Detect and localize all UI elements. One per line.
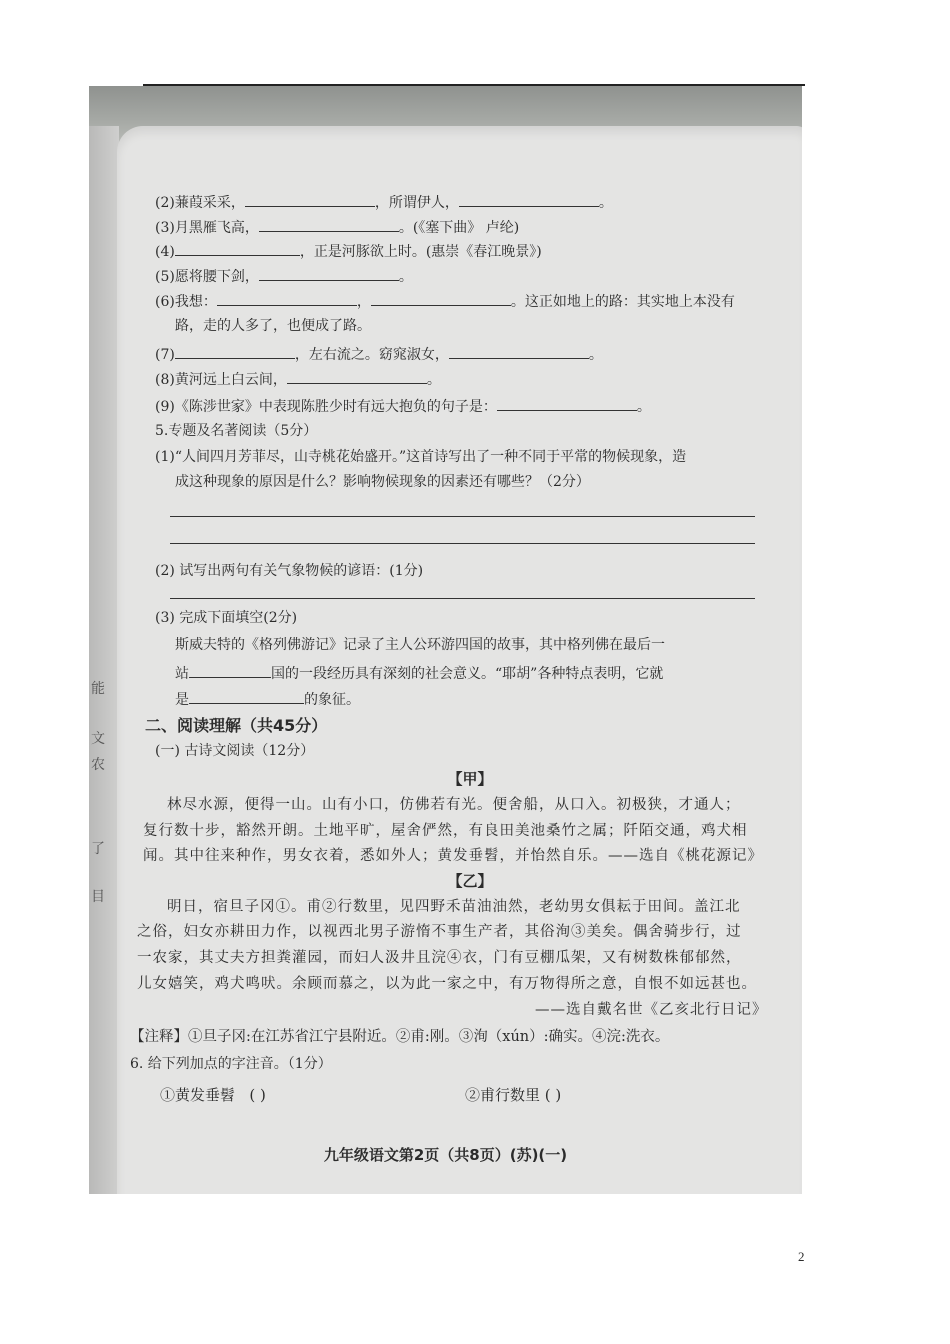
- q5-part1-line1: (1)“人间四月芳菲尽，山寺桃花始盛开。”这首诗写出了一种不同于平常的物候现象，造: [155, 449, 687, 465]
- q4-item-8: (8)黄河远上白云间， 。: [155, 372, 441, 388]
- q4-item-3: (3)月黑雁飞高， 。(《塞下曲》 卢纶): [155, 220, 520, 236]
- page-number: 2: [798, 1249, 805, 1264]
- q4-item-9: (9)《陈涉世家》中表现陈胜少时有远大抱负的句子是： 。: [155, 399, 651, 415]
- answer-blank[interactable]: [175, 346, 295, 359]
- answer-blank[interactable]: [259, 268, 399, 281]
- edge-char: 能: [91, 681, 105, 697]
- edge-char: 目: [91, 889, 105, 905]
- q5-title: 5.专题及名著阅读（5分）: [155, 423, 318, 439]
- q5-part2: (2) 试写出两句有关气象物候的谚语：(1分): [155, 563, 424, 579]
- answer-line[interactable]: [170, 598, 755, 599]
- q5-part3: (3) 完成下面填空(2分): [155, 610, 298, 626]
- answer-blank[interactable]: [287, 371, 427, 384]
- q6-item-a: ①黄发垂髫 ( ): [160, 1086, 266, 1104]
- passage-yi-source: ——选自戴名世《乙亥北行日记》: [535, 1002, 768, 1018]
- passage-yi-line: 儿女嬉笑，鸡犬鸣吠。余顾而慕之，以为此一家之中，有万物得所之意，自恨不如远甚也。: [137, 976, 757, 992]
- answer-blank[interactable]: [459, 194, 599, 207]
- edge-char: 文: [91, 731, 105, 747]
- annotation-note: 【注释】①旦子冈:在江苏省江宁县附近。②甫:刚。③洵（xún）:确实。④浣:洗衣。: [130, 1029, 670, 1045]
- answer-blank[interactable]: [371, 293, 511, 306]
- passage-jia-line: 闻。其中往来种作，男女衣着，悉如外人；黄发垂髫，并怡然自乐。——选自《桃花源记》: [143, 848, 763, 864]
- passage-yi-line: 一农家，其丈夫方担粪灌园，而妇人汲井且浣④衣，门有豆棚瓜架，又有树数株郁郁然，: [137, 950, 742, 966]
- answer-blank[interactable]: [175, 243, 300, 256]
- answer-blank[interactable]: [259, 219, 399, 232]
- section-title: 二、阅读理解（共45分）: [145, 716, 328, 735]
- passage-yi-line: 之俗，妇女亦耕田力作，以视西北男子游惰不事生产者，其俗洵③美矣。偶舍骑步行，过: [137, 924, 742, 940]
- q5-part3-line2: 站 国的一段经历具有深刻的社会意义。“耶胡”各种特点表明，它就: [175, 666, 664, 682]
- q4-item-6: (6)我想： ， 。这正如地上的路：其实地上本没有: [155, 294, 735, 310]
- pinyin-answer-box[interactable]: ( ): [544, 1086, 562, 1104]
- answer-line[interactable]: [170, 543, 755, 544]
- answer-blank[interactable]: [189, 665, 271, 678]
- q4-item-4: (4) ，正是河豚欲上时。(惠崇《春江晚景》): [155, 244, 542, 260]
- page-footer: 九年级语文第2页（共8页）(苏)(一): [323, 1146, 568, 1164]
- q5-part1-line2: 成这种现象的原因是什么？影响物候现象的因素还有哪些？（2分）: [175, 474, 590, 490]
- q6-title: 6. 给下列加点的字注音。（1分）: [130, 1056, 332, 1072]
- q4-item-2: (2)蒹葭采采， ，所谓伊人， 。: [155, 195, 613, 211]
- left-page-edge: [89, 126, 119, 1194]
- subsection-title: (一) 古诗文阅读（12分）: [155, 743, 315, 759]
- passage-label-jia: 【甲】: [447, 770, 493, 788]
- answer-blank[interactable]: [245, 194, 375, 207]
- pinyin-answer-box[interactable]: ( ): [249, 1086, 266, 1104]
- passage-jia-line: 复行数十步，豁然开朗。土地平旷，屋舍俨然，有良田美池桑竹之属；阡陌交通，鸡犬相: [143, 823, 748, 839]
- edge-char: 了: [91, 841, 105, 857]
- answer-blank[interactable]: [497, 398, 637, 411]
- passage-yi-line: 明日，宿旦子冈①。甫②行数里，见四野禾苗油油然，老幼男女俱耘于田间。盖江北: [167, 899, 741, 915]
- q5-part3-line1: 斯威夫特的《格列佛游记》记录了主人公环游四国的故事，其中格列佛在最后一: [175, 637, 665, 653]
- q4-item-6-cont: 路，走的人多了，也便成了路。: [175, 318, 371, 334]
- passage-label-yi: 【乙】: [447, 872, 493, 890]
- q5-part3-line3: 是 的象征。: [175, 692, 360, 708]
- q4-item-7: (7) ，左右流之。窈窕淑女， 。: [155, 347, 603, 363]
- answer-line[interactable]: [170, 516, 755, 517]
- q6-item-b: ②甫行数里 ( ): [465, 1086, 562, 1104]
- passage-jia-line: 林尽水源，便得一山。山有小口，仿佛若有光。便舍船，从口入。初极狭，才通人；: [167, 797, 741, 813]
- answer-blank[interactable]: [217, 293, 357, 306]
- edge-char: 农: [91, 757, 105, 773]
- q4-item-5: (5)愿将腰下剑， 。: [155, 269, 413, 285]
- answer-blank[interactable]: [449, 346, 589, 359]
- answer-blank[interactable]: [189, 691, 304, 704]
